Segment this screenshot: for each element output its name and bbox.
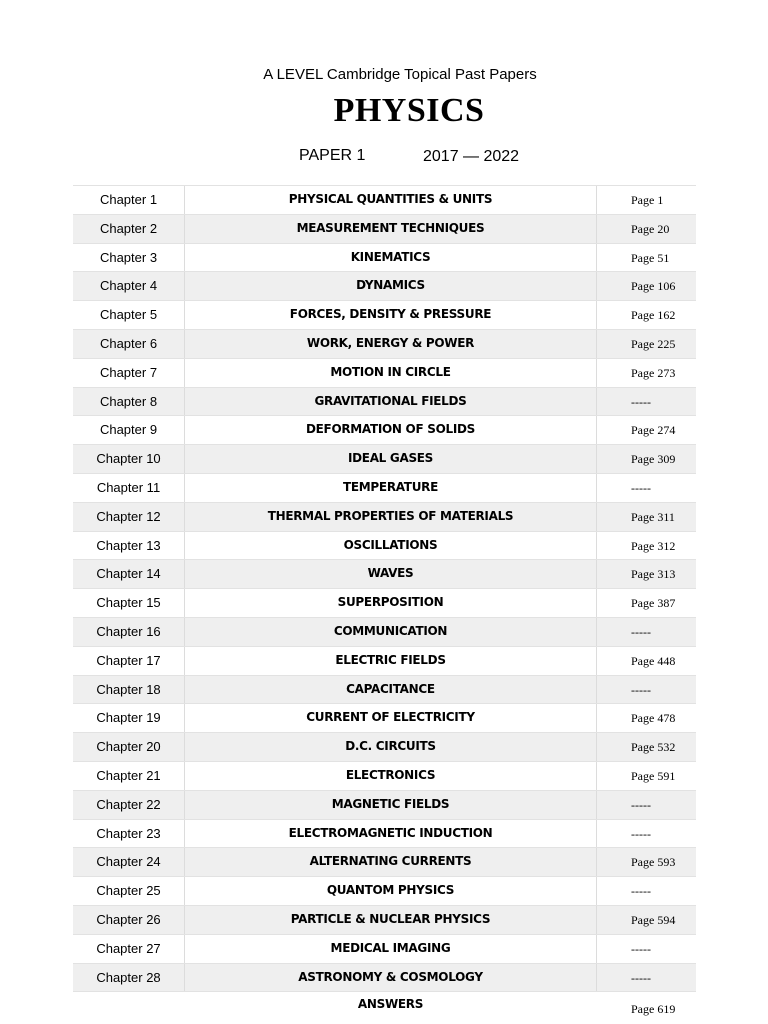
toc-page-number: Page 311 xyxy=(631,509,675,524)
column-divider xyxy=(596,186,597,214)
column-divider xyxy=(596,503,597,531)
toc-page-number: ----- xyxy=(631,682,651,697)
toc-row xyxy=(73,588,696,617)
toc-chapter-number: Chapter 7 xyxy=(99,364,158,380)
toc-chapter-number: Chapter 25 xyxy=(96,883,161,899)
toc-chapter-number: Chapter 3 xyxy=(99,249,158,265)
toc-row xyxy=(73,214,696,243)
toc-chapter-number: Chapter 16 xyxy=(96,623,161,639)
toc-chapter-title: DYNAMICS xyxy=(185,272,596,300)
toc-row xyxy=(73,646,696,675)
document-subtitle: A LEVEL Cambridge Topical Past Papers xyxy=(263,66,537,83)
toc-chapter-number: Chapter 10 xyxy=(96,451,161,467)
column-divider xyxy=(596,906,597,934)
toc-page-number: Page 594 xyxy=(631,912,676,927)
toc-chapter-title: IDEAL GASES xyxy=(185,445,596,473)
toc-chapter-title: SUPERPOSITION xyxy=(185,589,596,617)
toc-chapter-title: D.C. CIRCUITS xyxy=(185,733,596,761)
column-divider xyxy=(184,820,185,848)
toc-row xyxy=(73,703,696,732)
column-divider xyxy=(184,589,185,617)
years-label: 2017 — 2022 xyxy=(423,148,520,165)
toc-chapter-number: Chapter 12 xyxy=(96,508,161,524)
column-divider xyxy=(596,388,597,416)
column-divider xyxy=(596,964,597,992)
toc-page-number: ----- xyxy=(631,884,651,899)
column-divider xyxy=(596,733,597,761)
column-divider xyxy=(596,359,597,387)
toc-chapter-title: TEMPERATURE xyxy=(185,474,596,502)
toc-chapter-number: Chapter 24 xyxy=(96,854,161,870)
toc-page-number: Page 274 xyxy=(631,423,676,438)
toc-page-number: ----- xyxy=(631,624,651,639)
toc-row xyxy=(73,185,696,214)
toc-chapter-title: ELECTRIC FIELDS xyxy=(185,647,596,675)
toc-chapter-number: Chapter 15 xyxy=(96,595,161,611)
toc-row xyxy=(73,502,696,531)
toc-row xyxy=(73,415,696,444)
toc-row xyxy=(73,761,696,790)
toc-row xyxy=(73,300,696,329)
toc-row xyxy=(73,675,696,704)
toc-chapter-number: Chapter 2 xyxy=(99,220,158,236)
column-divider xyxy=(184,445,185,473)
toc-row xyxy=(73,387,696,416)
toc-row xyxy=(73,329,696,358)
column-divider xyxy=(596,272,597,300)
toc-page-number: Page 478 xyxy=(631,711,676,726)
column-divider xyxy=(596,532,597,560)
column-divider xyxy=(184,560,185,588)
toc-row xyxy=(73,819,696,848)
toc-row xyxy=(73,963,696,992)
toc-page-number: Page 387 xyxy=(631,596,676,611)
toc-chapter-title: PHYSICAL QUANTITIES & UNITS xyxy=(185,186,596,214)
toc-chapter-number: Chapter 26 xyxy=(96,911,161,927)
column-divider xyxy=(596,704,597,732)
table-of-contents xyxy=(73,185,696,1022)
toc-chapter-title: FORCES, DENSITY & PRESSURE xyxy=(185,301,596,329)
column-divider xyxy=(184,733,185,761)
column-divider xyxy=(596,445,597,473)
paper-label: PAPER 1 xyxy=(299,147,366,164)
toc-chapter-title: QUANTOM PHYSICS xyxy=(185,877,596,905)
toc-row xyxy=(73,617,696,646)
column-divider xyxy=(184,791,185,819)
toc-chapter-title: MEASUREMENT TECHNIQUES xyxy=(185,215,596,243)
toc-chapter-number: Chapter 28 xyxy=(96,969,161,985)
toc-chapter-title: CAPACITANCE xyxy=(185,676,596,704)
column-divider xyxy=(596,474,597,502)
document-title: PHYSICS xyxy=(333,92,485,129)
column-divider xyxy=(184,388,185,416)
column-divider xyxy=(184,704,185,732)
toc-page-number: Page 593 xyxy=(631,855,676,870)
toc-chapter-number: Chapter 13 xyxy=(96,537,161,553)
toc-row xyxy=(73,847,696,876)
toc-row xyxy=(73,243,696,272)
column-divider xyxy=(596,877,597,905)
toc-chapter-number: Chapter 20 xyxy=(96,739,161,755)
column-divider xyxy=(596,848,597,876)
answers-title: ANSWERS xyxy=(185,992,596,1022)
toc-chapter-title: GRAVITATIONAL FIELDS xyxy=(185,388,596,416)
column-divider xyxy=(184,964,185,992)
toc-chapter-title: DEFORMATION OF SOLIDS xyxy=(185,416,596,444)
toc-chapter-number: Chapter 21 xyxy=(96,767,161,783)
column-divider xyxy=(184,186,185,214)
column-divider xyxy=(184,330,185,358)
toc-row xyxy=(73,790,696,819)
toc-page-number: ----- xyxy=(631,480,651,495)
toc-chapter-title: ASTRONOMY & COSMOLOGY xyxy=(185,964,596,992)
toc-page-number: Page 51 xyxy=(631,250,670,265)
toc-chapter-number: Chapter 1 xyxy=(99,192,158,207)
toc-chapter-title: THERMAL PROPERTIES OF MATERIALS xyxy=(185,503,596,531)
column-divider xyxy=(184,647,185,675)
toc-row xyxy=(73,271,696,300)
toc-chapter-number: Chapter 18 xyxy=(96,681,161,697)
toc-page-number: Page 225 xyxy=(631,336,676,351)
column-divider xyxy=(184,935,185,963)
toc-chapter-number: Chapter 8 xyxy=(99,393,158,409)
column-divider xyxy=(184,301,185,329)
toc-chapter-number: Chapter 14 xyxy=(96,566,161,582)
toc-page-number: ----- xyxy=(631,970,651,985)
toc-chapter-title: ELECTRONICS xyxy=(185,762,596,790)
toc-chapter-title: COMMUNICATION xyxy=(185,618,596,646)
column-divider xyxy=(596,618,597,646)
toc-chapter-title: ALTERNATING CURRENTS xyxy=(185,848,596,876)
column-divider xyxy=(184,618,185,646)
column-divider xyxy=(596,215,597,243)
toc-chapter-title: MAGNETIC FIELDS xyxy=(185,791,596,819)
column-divider xyxy=(184,272,185,300)
column-divider xyxy=(596,820,597,848)
column-divider xyxy=(184,359,185,387)
column-divider xyxy=(184,906,185,934)
toc-chapter-title: WORK, ENERGY & POWER xyxy=(185,330,596,358)
toc-chapter-title: MOTION IN CIRCLE xyxy=(185,359,596,387)
column-divider xyxy=(184,474,185,502)
column-divider xyxy=(184,215,185,243)
column-divider xyxy=(596,676,597,704)
toc-page-number: Page 532 xyxy=(631,740,676,755)
column-divider xyxy=(184,244,185,272)
toc-row xyxy=(73,905,696,934)
column-divider xyxy=(184,848,185,876)
toc-row xyxy=(73,876,696,905)
toc-chapter-title: PARTICLE & NUCLEAR PHYSICS xyxy=(185,906,596,934)
toc-chapter-number: Chapter 23 xyxy=(96,825,161,841)
column-divider xyxy=(596,416,597,444)
toc-chapter-title: OSCILLATIONS xyxy=(185,532,596,560)
toc-chapter-number: Chapter 6 xyxy=(99,335,158,351)
column-divider xyxy=(596,301,597,329)
toc-chapter-title: ELECTROMAGNETIC INDUCTION xyxy=(185,820,596,848)
column-divider xyxy=(596,589,597,617)
toc-page-number: ----- xyxy=(631,797,651,812)
toc-row xyxy=(73,358,696,387)
toc-page-number: Page 312 xyxy=(631,538,676,553)
column-divider xyxy=(184,877,185,905)
toc-chapter-title: WAVES xyxy=(185,560,596,588)
column-divider xyxy=(184,503,185,531)
toc-page-number: Page 591 xyxy=(631,768,676,783)
toc-page-number: Page 106 xyxy=(631,279,676,294)
column-divider xyxy=(596,560,597,588)
toc-page-number: ----- xyxy=(631,394,651,409)
toc-page-number: Page 1 xyxy=(631,193,664,207)
toc-page-number: Page 162 xyxy=(631,308,676,323)
toc-page-number: Page 448 xyxy=(631,653,676,668)
toc-chapter-number: Chapter 19 xyxy=(96,710,161,726)
column-divider xyxy=(184,416,185,444)
toc-page-number: Page 273 xyxy=(631,365,676,380)
toc-chapter-number: Chapter 27 xyxy=(96,940,161,956)
column-divider xyxy=(596,935,597,963)
toc-chapter-number: Chapter 9 xyxy=(99,422,158,438)
toc-row xyxy=(73,473,696,502)
column-divider xyxy=(184,676,185,704)
toc-chapter-title: CURRENT OF ELECTRICITY xyxy=(185,704,596,732)
toc-chapter-title: MEDICAL IMAGING xyxy=(185,935,596,963)
toc-chapter-number: Chapter 11 xyxy=(96,479,161,495)
toc-page-number: ----- xyxy=(631,941,651,956)
toc-row xyxy=(73,531,696,560)
toc-page-number: Page 20 xyxy=(631,221,670,236)
toc-row xyxy=(73,732,696,761)
toc-chapter-number: Chapter 22 xyxy=(96,796,161,812)
column-divider xyxy=(184,762,185,790)
toc-page-number: ----- xyxy=(631,826,651,841)
toc-answers-row xyxy=(73,991,696,1022)
column-divider xyxy=(184,532,185,560)
answers-page-number: Page 619 xyxy=(631,1002,676,1017)
column-divider xyxy=(596,762,597,790)
toc-chapter-number: Chapter 5 xyxy=(99,307,158,323)
column-divider xyxy=(596,244,597,272)
toc-row xyxy=(73,559,696,588)
column-divider xyxy=(596,330,597,358)
toc-row xyxy=(73,444,696,473)
toc-row xyxy=(73,934,696,963)
toc-page-number: Page 313 xyxy=(631,567,676,582)
toc-chapter-title: KINEMATICS xyxy=(185,244,596,272)
toc-chapter-number: Chapter 17 xyxy=(96,652,161,668)
column-divider xyxy=(596,647,597,675)
toc-page-number: Page 309 xyxy=(631,452,676,467)
toc-chapter-number: Chapter 4 xyxy=(99,278,158,294)
column-divider xyxy=(596,791,597,819)
